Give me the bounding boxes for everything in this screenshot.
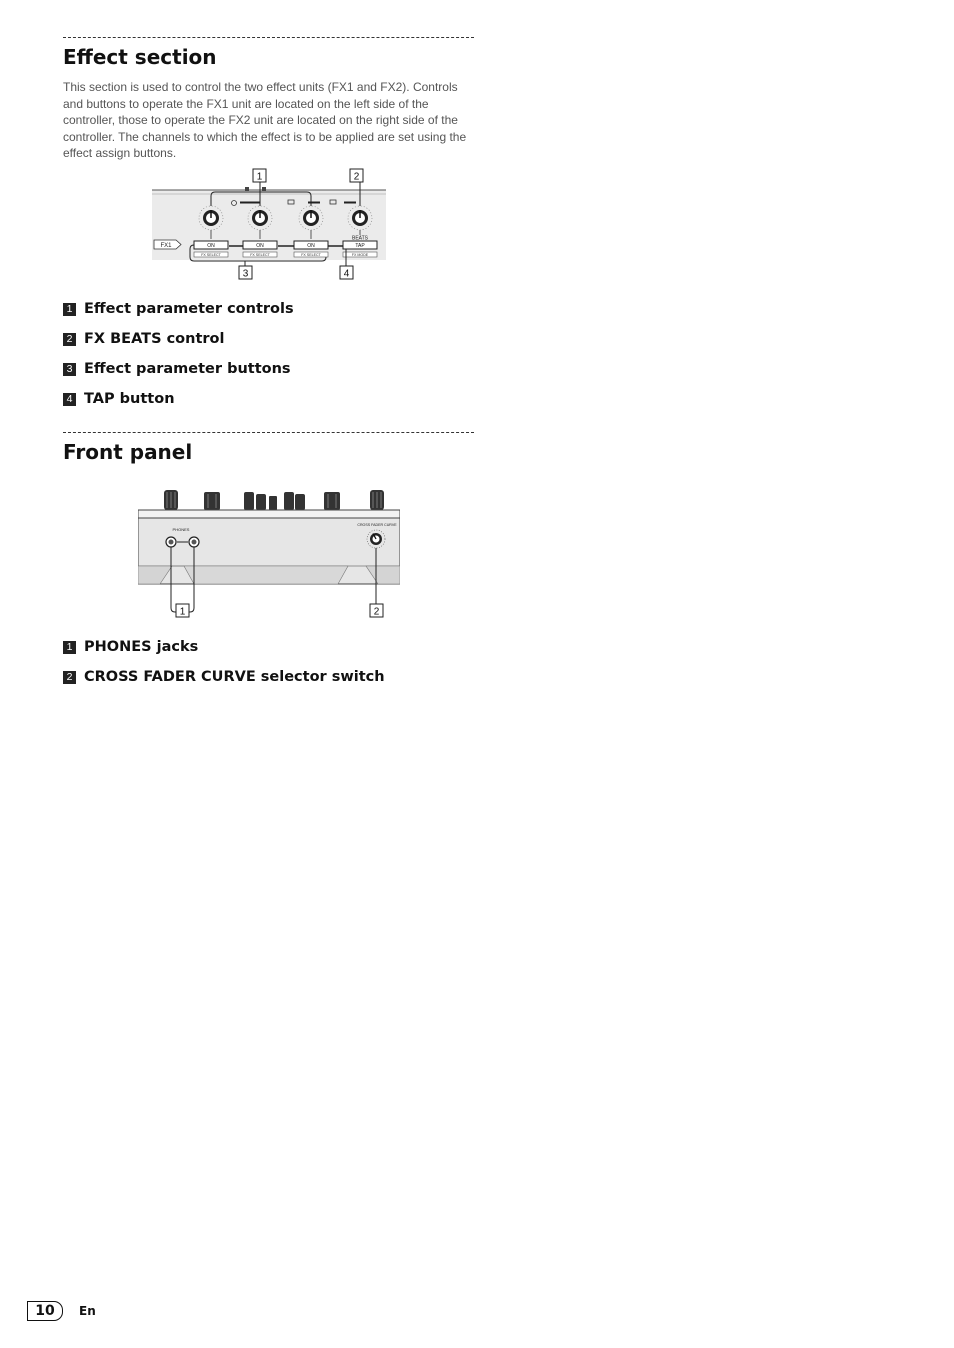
phones-label: PHONES xyxy=(172,527,190,532)
callout-4 xyxy=(340,266,353,280)
front-callout-2 xyxy=(370,604,383,618)
section-divider xyxy=(63,37,474,38)
beats-label: BEATS xyxy=(351,235,369,242)
phones-jack-large[interactable] xyxy=(166,537,176,547)
button-label: TAP xyxy=(355,243,365,249)
button-sublabel: FX MODE xyxy=(351,253,369,257)
legend-label: CROSS FADER CURVE selector switch xyxy=(84,669,385,685)
top-knobs xyxy=(164,490,384,510)
callout-2 xyxy=(350,169,363,183)
legend-number: 2 xyxy=(63,333,76,346)
legend-item-effect-parameter-controls xyxy=(63,300,294,318)
button-label: ON xyxy=(307,243,315,249)
effect-section-figure xyxy=(150,168,390,282)
svg-text:4: 4 xyxy=(343,268,350,280)
effect-section-intro: This section is used to control the two effect units (FX1 and FX2). Controls and buttons to operate the FX1 unit are located on the left side of the controller, those to operate the FX2 unit are located on the right side of the controller. The channels to which the effect is to be applied are set using the effect assign buttons. xyxy=(63,80,467,161)
callout-1 xyxy=(253,169,266,183)
effect-section-title: Effect section xyxy=(63,45,217,69)
legend-item-cross-fader-curve-selector xyxy=(63,668,385,686)
legend-label: Effect parameter buttons xyxy=(84,361,291,377)
svg-text:2: 2 xyxy=(353,171,360,183)
cross-fader-curve-label: CROSS FADER CURVE xyxy=(357,523,397,527)
callout-3 xyxy=(239,266,252,280)
phones-jack-small[interactable] xyxy=(189,537,199,547)
svg-text:1: 1 xyxy=(256,171,263,183)
page-footer xyxy=(27,1301,96,1321)
effect-parameter-button-1[interactable] xyxy=(194,241,228,257)
button-label: ON xyxy=(256,243,264,249)
legend-item-tap-button xyxy=(63,390,175,408)
button-sublabel: FX SELECT xyxy=(301,253,321,257)
legend-number: 1 xyxy=(63,641,76,654)
svg-text:3: 3 xyxy=(242,268,249,280)
svg-text:1: 1 xyxy=(179,606,186,618)
front-callout-1 xyxy=(176,604,189,618)
effect-parameter-button-3[interactable] xyxy=(294,241,328,257)
section-divider xyxy=(63,432,474,433)
effect-parameter-button-2[interactable] xyxy=(243,241,277,257)
legend-number: 1 xyxy=(63,303,76,316)
button-sublabel: FX SELECT xyxy=(250,253,270,257)
legend-item-effect-parameter-buttons xyxy=(63,360,291,378)
language-code: En xyxy=(79,1304,96,1318)
legend-label: FX BEATS control xyxy=(84,331,225,347)
page-number: 10 xyxy=(27,1301,63,1321)
legend-label: TAP button xyxy=(84,391,175,407)
legend-label: Effect parameter controls xyxy=(84,301,294,317)
legend-item-fx-beats-control xyxy=(63,330,224,348)
legend-number: 2 xyxy=(63,671,76,684)
fx1-label: FX1 xyxy=(160,243,172,249)
legend-number: 4 xyxy=(63,393,76,406)
front-panel-title: Front panel xyxy=(63,440,193,464)
button-sublabel: FX SELECT xyxy=(201,253,221,257)
tap-button[interactable] xyxy=(343,241,377,257)
legend-label: PHONES jacks xyxy=(84,639,199,655)
front-panel-figure xyxy=(138,486,400,620)
legend-number: 3 xyxy=(63,363,76,376)
svg-text:2: 2 xyxy=(373,606,380,618)
button-label: ON xyxy=(207,243,215,249)
legend-item-phones-jacks xyxy=(63,638,198,656)
